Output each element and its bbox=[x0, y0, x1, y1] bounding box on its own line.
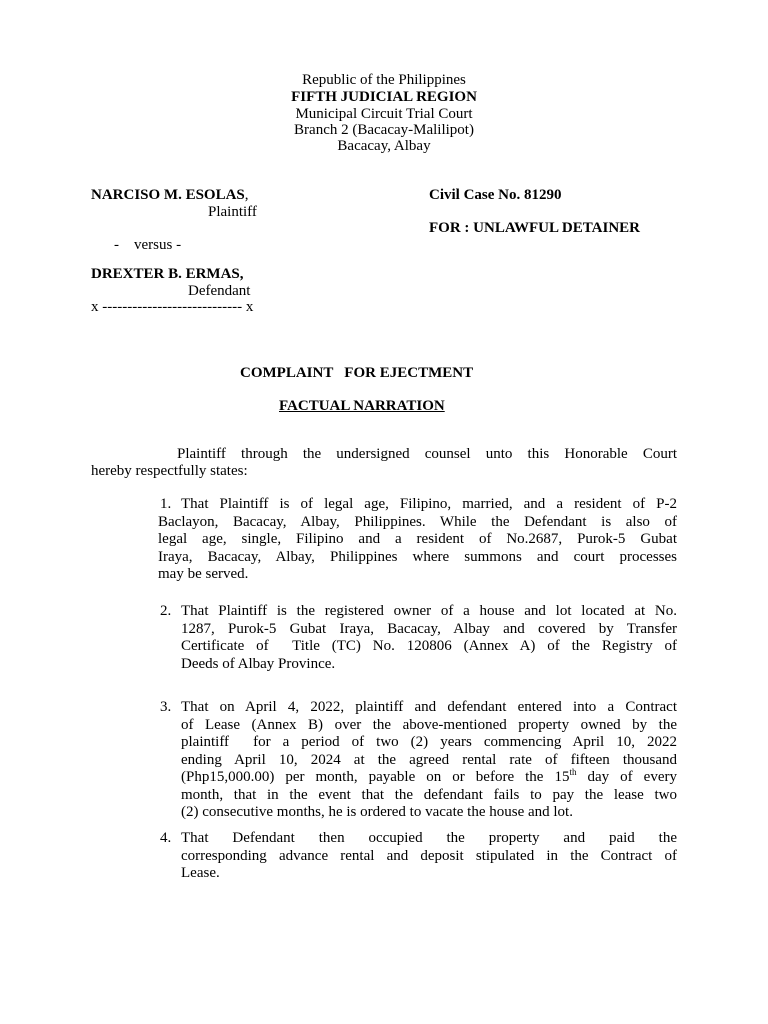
paragraph-line: ending April 10, 2024 at the agreed rental rate of fifteen thousand bbox=[181, 751, 677, 768]
caption-separator: x ---------------------------- x bbox=[91, 299, 254, 315]
case-nature: FOR : UNLAWFUL DETAINER bbox=[429, 220, 640, 236]
paragraph-line: Baclayon, Bacacay, Albay, Philippines. While the Defendant is also of bbox=[158, 513, 677, 530]
paragraph-line: may be served. bbox=[158, 566, 249, 582]
paragraph-line: (2) consecutive months, he is ordered to vacate the house and lot. bbox=[181, 804, 573, 820]
paragraph-line: month, that in the event that the defendant fails to pay the lease two bbox=[181, 786, 677, 803]
line-text: (Php15,000.00) per month, payable on or before the 15 bbox=[181, 769, 570, 785]
intro-line-1: Plaintiff through the undersigned counsel unto this Honorable Court bbox=[177, 446, 677, 462]
paragraph-body bbox=[158, 496, 677, 584]
header-court: Municipal Circuit Trial Court bbox=[295, 106, 473, 122]
paragraph-line: corresponding advance rental and deposit stipulated in the Contract of bbox=[181, 847, 677, 864]
paragraph-body bbox=[181, 603, 677, 673]
header-branch: Branch 2 (Bacacay-Malilipot) bbox=[294, 122, 474, 138]
header-location: Bacacay, Albay bbox=[337, 138, 431, 154]
paragraph-body bbox=[181, 699, 677, 822]
paragraph-body bbox=[181, 830, 677, 883]
header-republic: Republic of the Philippines bbox=[302, 72, 466, 88]
paragraph-line: That Defendant then occupied the property and paid the bbox=[181, 830, 677, 846]
paragraph-line bbox=[181, 769, 677, 787]
paragraph-line: Deeds of Albay Province. bbox=[181, 655, 336, 672]
paragraph-line: That Plaintiff is the registered owner of a house and lot located at No. bbox=[181, 603, 677, 619]
paragraph-number: 4. bbox=[160, 830, 172, 846]
document-title: COMPLAINT FOR EJECTMENT bbox=[240, 365, 474, 381]
paragraph-line: plaintiff for a period of two (2) years commencing April 10, 2022 bbox=[181, 734, 677, 750]
line-text: day of every bbox=[576, 769, 677, 785]
paragraph-line: Lease. bbox=[181, 865, 220, 881]
paragraph-line: Certificate of Title (TC) No. 120806 (Annex A) of the Registry of bbox=[181, 638, 677, 654]
paragraph-line: Iraya, Bacacay, Albay, Philippines where summons and court processes bbox=[158, 548, 677, 565]
case-number: Civil Case No. 81290 bbox=[429, 187, 562, 203]
paragraph-line: legal age, single, Filipino and a resident of No.2687, Purok-5 Gubat bbox=[158, 531, 677, 547]
paragraph-line: That on April 4, 2022, plaintiff and defendant entered into a Contract bbox=[181, 699, 677, 715]
intro-line-2: hereby respectfully states: bbox=[91, 463, 248, 479]
paragraph-number: 1. bbox=[160, 496, 172, 512]
paragraph-line: of Lease (Annex B) over the above-mentioned property owned by the bbox=[181, 716, 677, 733]
plaintiff-comma: , bbox=[244, 187, 249, 203]
defendant-role: Defendant bbox=[188, 283, 251, 299]
paragraph-line: 1287, Purok-5 Gubat Iraya, Bacacay, Albay and covered by Transfer bbox=[181, 620, 677, 637]
versus-label: - versus - bbox=[114, 237, 182, 253]
paragraph-line: That Plaintiff is of legal age, Filipino, married, and a resident of P-2 bbox=[181, 496, 677, 512]
plaintiff-name-line bbox=[91, 187, 249, 205]
section-title: FACTUAL NARRATION bbox=[279, 398, 445, 414]
plaintiff-role: Plaintiff bbox=[208, 204, 257, 220]
paragraph-number: 3. bbox=[160, 699, 172, 715]
paragraph-number: 2. bbox=[160, 603, 172, 619]
plaintiff-name: NARCISO M. ESOLAS bbox=[91, 187, 245, 203]
header-region: FIFTH JUDICIAL REGION bbox=[291, 89, 477, 105]
ordinal-suffix: th bbox=[569, 767, 577, 777]
defendant-name: DREXTER B. ERMAS, bbox=[91, 266, 244, 282]
